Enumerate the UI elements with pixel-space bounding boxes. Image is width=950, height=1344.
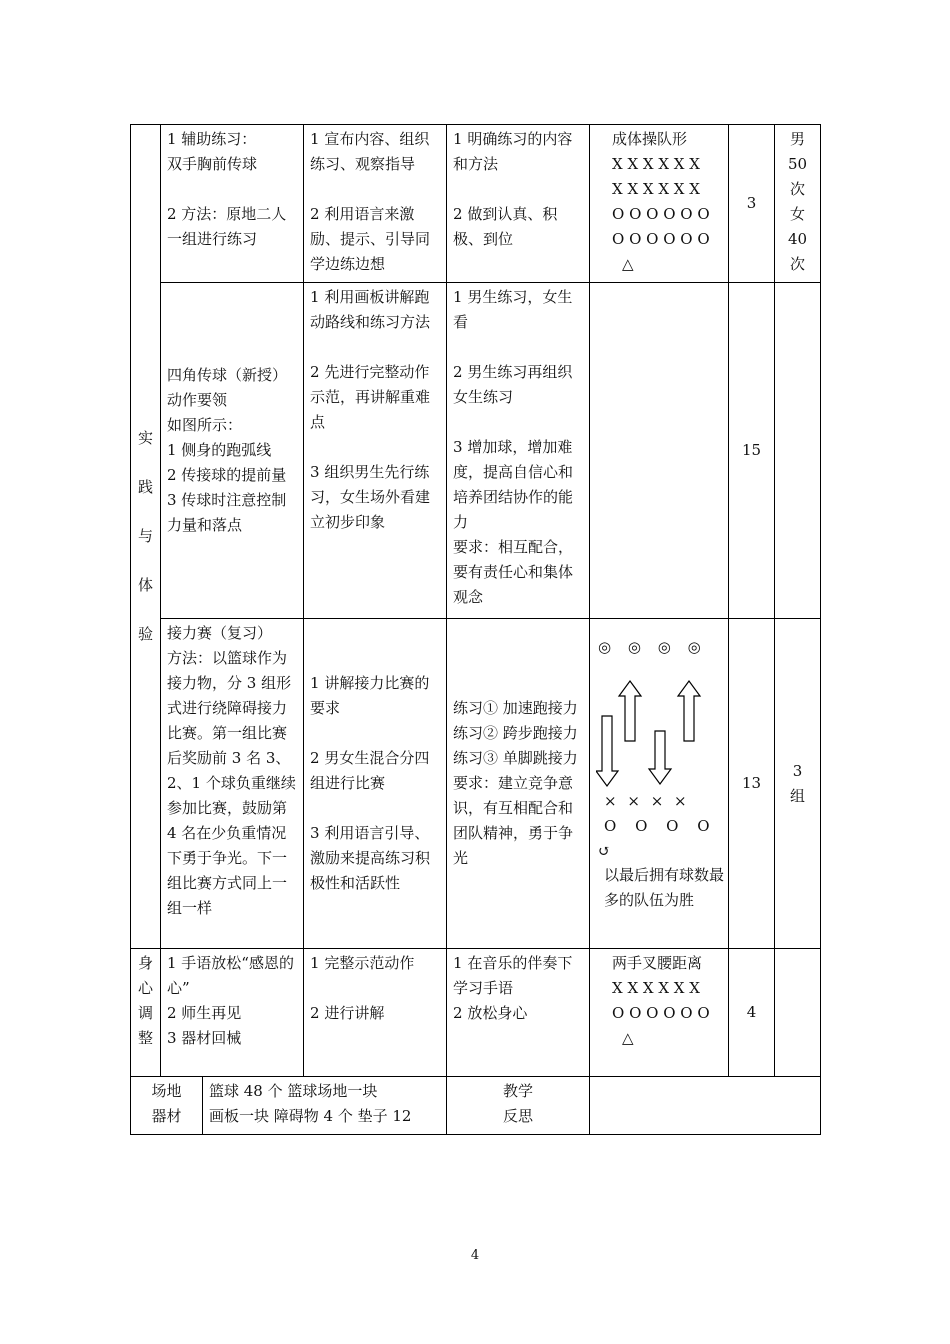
teacher-position-icon: △	[622, 1029, 634, 1047]
venue-text: 篮球 48 个 篮球场地一块 画板一块 障碍物 4 个 垫子 12	[203, 1077, 447, 1135]
student-cell: 1 在音乐的伴奏下学习手语 2 放松身心	[447, 949, 590, 1077]
content-cell: 接力赛（复习） 方法：以篮球作为接力物，分 3 组形式进行绕障碍接力比赛。第一组比赛后奖励前 3 名 3、2、1 个球负重继续参加比赛，鼓励第 4 名在少负重情况下勇于争光。下一组比赛方式同上一组一样	[161, 619, 304, 949]
team-row-o: O O O O	[604, 817, 717, 835]
arrow-up-icon	[619, 681, 641, 741]
table-row	[131, 619, 821, 949]
page-number: 4	[470, 1248, 480, 1263]
time-cell: 4	[729, 949, 775, 1077]
team-row-x: × × × ×	[604, 792, 690, 810]
reflection-label: 教学 反思	[447, 1077, 590, 1135]
count-cell	[775, 949, 821, 1077]
content-cell: 1 辅助练习： 双手胸前传球 2 方法：原地二人一组进行练习	[161, 125, 304, 283]
arrow-up-icon	[678, 681, 700, 741]
time-cell: 15	[729, 283, 775, 619]
reflection-text	[590, 1077, 821, 1135]
section-label-cooldown: 身 心 调 整	[131, 949, 161, 1077]
teacher-position-icon: △	[622, 255, 634, 273]
formation-line: O O O O O O	[612, 205, 710, 223]
teacher-cell: 1 讲解接力比赛的要求 2 男女生混合分四组进行比赛 3 利用语言引导、激励来提高练习积极性和活跃性	[304, 619, 447, 949]
table-row	[131, 283, 821, 619]
formation-line: X X X X X X	[612, 180, 700, 198]
content-cell: 1 手语放松“感恩的心” 2 师生再见 3 器材回械	[161, 949, 304, 1077]
formation-line: X X X X X X	[612, 155, 700, 173]
student-cell: 1 男生练习，女生看 2 男生练习再组织女生练习 3 增加球，增加难度，提高自信心和培养团结协作的能力 要求：相互配合，要有责任心和集体观念	[447, 283, 590, 619]
formation-line: O O O O O O	[612, 230, 710, 248]
lesson-plan-table	[130, 124, 821, 1135]
formation-title: 两手叉腰距离	[612, 954, 703, 972]
formation-cell	[590, 125, 729, 283]
formation-cell	[590, 283, 729, 619]
table-row	[131, 125, 821, 283]
venue-label: 场地 器材	[131, 1077, 203, 1135]
arrow-down-icon	[596, 716, 618, 786]
formation-cell	[590, 949, 729, 1077]
teacher-cell: 1 利用画板讲解跑动路线和练习方法 2 先进行完整动作示范，再讲解重难点 3 组织男生先行练习，女生场外看建立初步印象	[304, 283, 447, 619]
count-cell: 3 组	[775, 619, 821, 949]
table-row	[131, 949, 821, 1077]
win-condition: 以最后拥有球数最多的队伍为胜	[604, 866, 725, 909]
relay-diagram	[596, 621, 725, 941]
formation-title: 成体操队形	[612, 130, 688, 148]
count-cell: 男 50 次 女 40 次	[775, 125, 821, 283]
content-cell: 四角传球（新授） 动作要领 如图所示： 1 侧身的跑弧线 2 传接球的提前量 3 传球时注意控制力量和落点	[161, 283, 304, 619]
formation-line: X X X X X X	[612, 979, 700, 997]
time-cell: 3	[729, 125, 775, 283]
arrow-down-icon	[649, 731, 671, 784]
relay-diagram-cell	[590, 619, 729, 949]
time-cell: 13	[729, 619, 775, 949]
footer-row	[131, 1077, 821, 1135]
section-label-practice: 实 践 与 体 验	[131, 125, 161, 949]
student-cell: 练习① 加速跑接力 练习② 跨步跑接力 练习③ 单脚跳接力 要求：建立竞争意识，有互相配合和团队精神，勇于争光	[447, 619, 590, 949]
turn-icon: ↺	[598, 842, 611, 860]
obstacle-marks: ◎ ◎ ◎ ◎	[598, 638, 707, 656]
formation-line: O O O O O O	[612, 1004, 710, 1022]
student-cell: 1 明确练习的内容和方法 2 做到认真、积极、到位	[447, 125, 590, 283]
teacher-cell: 1 宣布内容、组织练习、观察指导 2 利用语言来激励、提示、引导同学边练边想	[304, 125, 447, 283]
count-cell	[775, 283, 821, 619]
teacher-cell: 1 完整示范动作 2 进行讲解	[304, 949, 447, 1077]
